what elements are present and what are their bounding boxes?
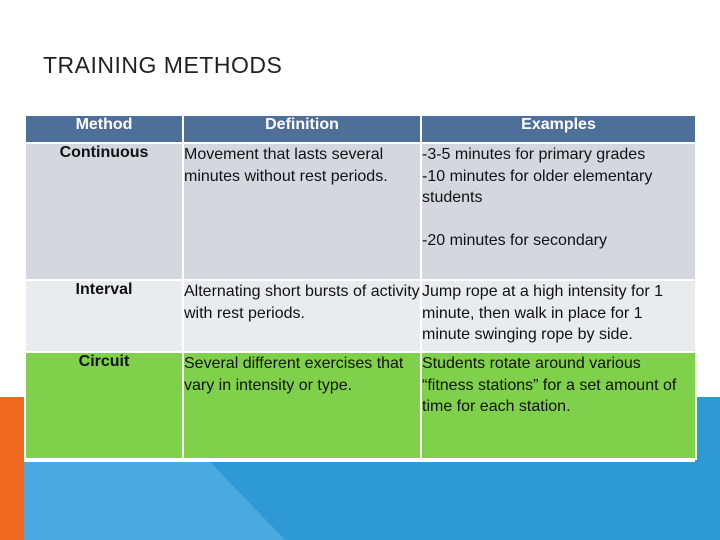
header-method: Method [25,115,183,143]
method-cell: Interval [25,280,183,352]
method-cell: Continuous [25,143,183,280]
example-item: Jump rope at a high intensity for 1 minute, then walk in place for 1 minute swinging rope by side. [422,283,664,343]
table-row [25,352,696,459]
header-examples: Examples [421,115,696,143]
definition-cell: Movement that lasts several minutes without rest periods. [183,143,421,280]
examples-cell [421,280,696,352]
training-methods-table [24,114,697,460]
orange-left-shape [0,397,24,540]
definition-cell: Several different exercises that vary in intensity or type. [183,352,421,459]
table-header-row [25,115,696,143]
example-item: -20 minutes for secondary [422,232,607,249]
method-cell: Circuit [25,352,183,459]
table-row [25,143,696,280]
examples-cell [421,143,696,280]
example-item: Students rotate around various “fitness stations” for a set amount of time for each station. [422,355,677,415]
header-definition: Definition [183,115,421,143]
definition-cell: Alternating short bursts of activity with rest periods. [183,280,421,352]
example-item: -3-5 minutes for primary grades [422,146,646,163]
table-row [25,280,696,352]
examples-cell [421,352,696,459]
slide-title: TRAINING METHODS [43,52,283,78]
example-item: -10 minutes for older elementary students [422,167,653,206]
